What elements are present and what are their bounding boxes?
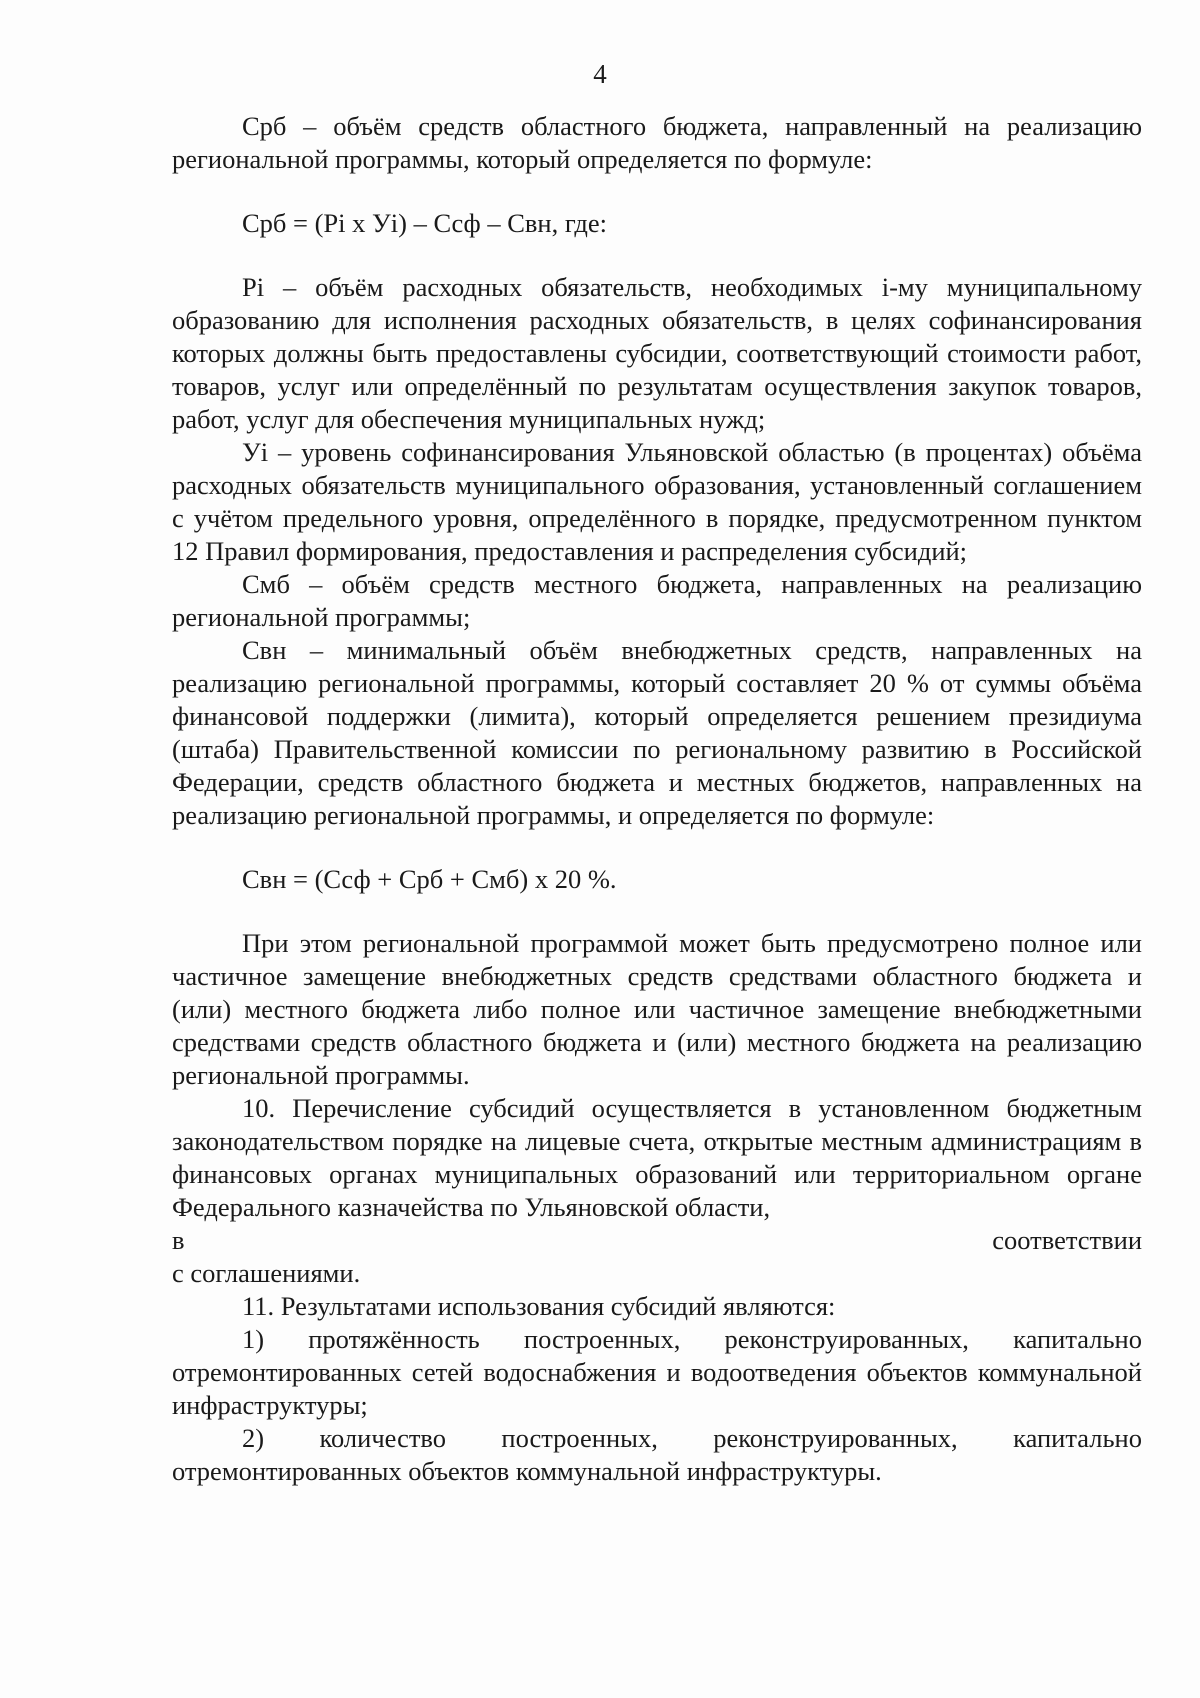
paragraph-pi-definition: Pi – объём расходных обязательств, необходимых i-му муниципальному образованию для исполнения расходных обязательств, в целях софинансирования которых должны быть предоставлены субсидии, соответствующий стоимости работ, товаров, услуг или определённый по результатам осуществления закупок товаров, работ, услуг для обеспечения муниципальных нужд; — [172, 272, 1142, 434]
paragraph-replacement: При этом региональной программой может быть предусмотрено полное или частичное замещение внебюджетных средств средствами областного бюджета и (или) местного бюджета либо полное или частичное замещение внебюджетными средствами средств областного бюджета и (или) местного бюджета на реализацию региональной программы. — [172, 928, 1142, 1090]
paragraph-svn-definition: Свн – минимальный объём внебюджетных средств, направленных на реализацию региональной программы, который составляет 20 % от суммы объёма финансовой поддержки (лимита), который определяется решением президиума (штаба) Правительственной комиссии по региональному развитию в Российской Федерации, средств областного бюджета и местных бюджетов, направленных на реализацию региональной программы, и определяется по формуле: — [172, 635, 1142, 830]
paragraph-10-line-in-accordance: в соответствии — [172, 1225, 1142, 1255]
paragraph-10-tail: с соглашениями. — [172, 1258, 361, 1288]
page-number: 4 — [593, 59, 607, 89]
formula-srb: Срб = (Pi x Уi) – Ссф – Свн, где: — [242, 208, 608, 238]
paragraph-smb-definition: Смб – объём средств местного бюджета, направленных на реализацию региональной программы; — [172, 569, 1142, 632]
paragraph-11-results: 11. Результатами использования субсидий являются: — [242, 1291, 836, 1321]
paragraph-srb-definition: Срб – объём средств областного бюджета, направленный на реализацию региональной программы, который определяется по формуле: — [172, 111, 1142, 174]
paragraph-result-1: 1) протяжённость построенных, реконструированных, капитально отремонтированных сетей водоснабжения и водоотведения объектов коммунальной инфраструктуры; — [172, 1324, 1142, 1420]
formula-svn: Свн = (Ссф + Срб + Смб) x 20 %. — [242, 864, 617, 894]
paragraph-ui-definition: Уi – уровень софинансирования Ульяновской областью (в процентах) объёма расходных обязательств муниципального образования, установленный соглашением с учётом предельного уровня, определённого в порядке, предусмотренном пунктом 12 Правил формирования, предоставления и распределения субсидий; — [172, 437, 1142, 566]
paragraph-result-2: 2) количество построенных, реконструированных, капитально отремонтированных объектов коммунальной инфраструктуры. — [172, 1423, 1142, 1486]
paragraph-10-transfer: 10. Перечисление субсидий осуществляется в установленном бюджетным законодательством порядке на лицевые счета, открытые местным администрациям в финансовых органах муниципальных образований или территориальном органе Федерального казначейства по Ульяновской области, — [172, 1093, 1142, 1222]
document-body — [172, 110, 1142, 1488]
